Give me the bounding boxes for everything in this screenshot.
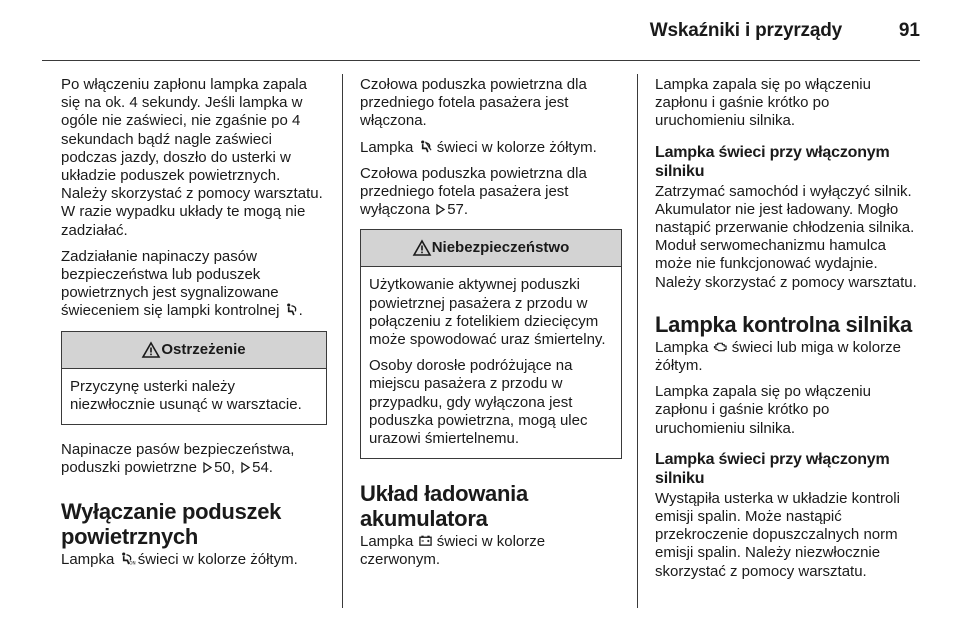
svg-text:ON: ON [128, 560, 136, 566]
paragraph: Zatrzymać samochód i wyłączyć silnik. Akumulator nie jest ładowany. Mogło nastąpić przerwanie chłodzenia silnika. Moduł serwomechanizmu hamulca może nie funkcjonować wydajnie. Należy skorzystać z pomocy warsztatu. [655, 182, 917, 291]
warning-triangle-icon [142, 342, 160, 358]
engine-icon [714, 340, 727, 353]
paragraph: Po włączeniu zapłonu lampka zapala się na ok. 4 sekundy. Jeśli lampka w ogóle nie zaświeci, nie zgaśnie po 4 sekundach bądź nagle zaświeci podczas jazdy, doszło do usterki w układzie poduszek powietrznych. Należy skorzystać z pomocy warsztatu. W razie wypadku układy te mogą nie zadziałać. [61, 76, 323, 239]
battery-icon [419, 534, 432, 547]
danger-box-header [361, 230, 621, 267]
paragraph: Wystąpiła usterka w układzie kontroli emisji spalin. Może nastąpić przekroczenie dopuszczalnych norm emisji spalin. Należy niezwłocznie skorzystać z pomocy warsztatu. [655, 489, 900, 580]
warning-box-header [62, 332, 326, 369]
column-1 [61, 76, 327, 570]
page-reference-icon [436, 204, 445, 215]
paragraph: Zadziałanie napinaczy pasów bezpieczeństwa lub poduszek powietrznych jest sygnalizowane świeceniem się lampki kontrolnej . [61, 247, 303, 320]
danger-text: Użytkowanie aktywnej poduszki powietrznej pasażera z przodu w połączeniu z fotelikiem dziecięcym może spowodować uraz śmiertelny. [369, 276, 606, 349]
danger-box [360, 229, 622, 459]
airbag-on-icon [120, 552, 136, 566]
paragraph: Lampka zapala się po włączeniu zapłonu i gaśnie krótko po uruchomieniu silnika. [655, 383, 871, 437]
danger-text: Osoby dorosłe podróżujące na miejscu pasażera z przodu w przypadku, gdy wyłączona jest poduszka powietrzna, mogą ulec urazowi śmiertelnemu. [369, 357, 588, 448]
paragraph: Lampka świeci w kolorze czerwonym. [360, 533, 546, 569]
warning-text: Przyczynę usterki należy niezwłocznie usunąć w warsztacie. [70, 377, 302, 413]
paragraph: Lampka świeci lub miga w kolorze żółtym. [655, 338, 901, 375]
column-3 [655, 76, 923, 581]
page-reference-icon [241, 462, 250, 473]
heading-engine-light: Lampka kontrolna silnika [655, 311, 912, 337]
subheading: Lampka świeci przy włączonym silniku [655, 143, 890, 180]
page-number: 91 [898, 20, 920, 41]
airbag-icon [285, 303, 298, 316]
paragraph: Lampka świeci w kolorze żółtym. [360, 138, 597, 156]
paragraph: Lampka zapala się po włączeniu zapłonu i gaśnie krótko po uruchomieniu silnika. [655, 76, 871, 130]
column-divider [342, 74, 343, 608]
subheading: Lampka świeci przy włączonym silniku [655, 450, 890, 487]
header-rule [42, 60, 920, 61]
page-reference-icon [203, 462, 212, 473]
heading-airbag-deactivation: Wyłączanie poduszek powietrznych [61, 499, 282, 550]
paragraph: Lampka ON świeci w kolorze żółtym. [61, 551, 298, 569]
column-2 [360, 76, 622, 570]
page-header [0, 0, 960, 62]
paragraph: Napinacze pasów bezpieczeństwa, poduszki powietrzne 50, 54. [61, 441, 295, 477]
section-title: Wskaźniki i przyrządy [649, 20, 842, 41]
heading-charging-system: Układ ładowania akumulatora [360, 481, 528, 532]
paragraph: Czołowa poduszka powietrzna dla przedniego fotela pasażera jest włączona. [360, 76, 587, 130]
danger-title: Niebezpieczeństwo [431, 239, 570, 257]
warning-triangle-icon [413, 240, 431, 256]
warning-title: Ostrzeżenie [161, 340, 246, 358]
airbag-off-icon [419, 140, 432, 153]
column-divider [637, 74, 638, 608]
paragraph: Czołowa poduszka powietrzna dla przedniego fotela pasażera jest wyłączona 57. [360, 164, 587, 219]
warning-box [61, 331, 327, 425]
